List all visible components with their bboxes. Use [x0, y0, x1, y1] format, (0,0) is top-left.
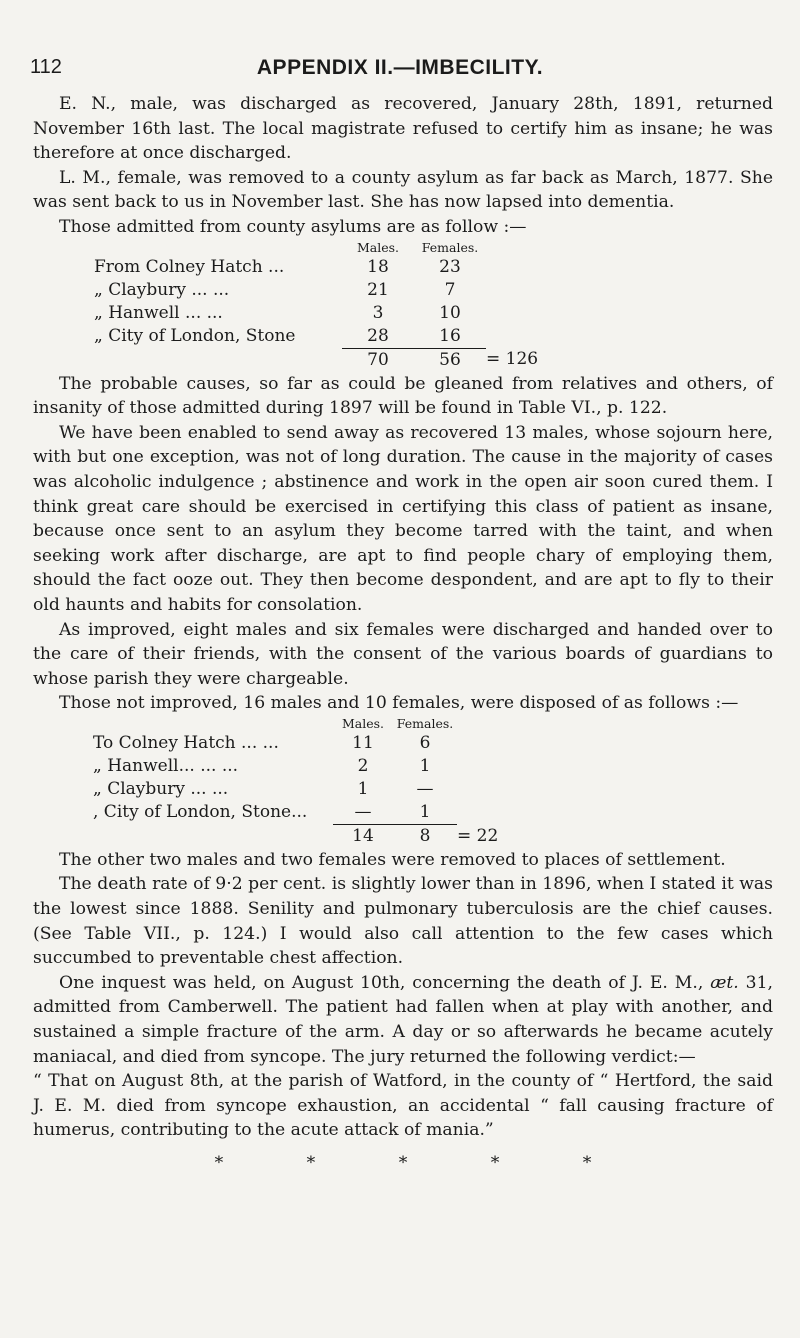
- total-males: 14: [333, 824, 393, 848]
- paragraph-inquest: [33, 971, 773, 1069]
- males-count: 3: [372, 302, 384, 323]
- column-header-females: Females.: [421, 239, 479, 255]
- females-count: 16: [439, 325, 461, 346]
- inquest-text-start: One inquest was held, on August 10th, concerning the death of J. E. M.,: [59, 972, 711, 993]
- asylum-name: To Colney Hatch ... ...: [93, 732, 279, 753]
- table-row: [93, 732, 498, 755]
- table-row: [93, 801, 498, 825]
- females-count: 10: [439, 302, 461, 323]
- column-header-females: Females.: [396, 715, 454, 731]
- paragraph-improved: As improved, eight males and six females were discharged and handed over to the care of their friends, with the consent of the various boards of guardians to whose parish they were chargeable.: [33, 619, 773, 689]
- males-count: 1: [357, 778, 369, 799]
- table-row: [94, 256, 538, 279]
- total-males: 70: [342, 348, 414, 372]
- column-header-males: Males.: [356, 239, 400, 255]
- table-row: [94, 302, 538, 325]
- paragraph-death-rate: The death rate of 9·2 per cent. is slightly lower than in 1896, when I stated it was the lowest since 1888. Senility and pulmonary tuberculosis are the chief causes. (See Table VII., p. 124.) I would also call attention to the few cases which succumbed to preventable chest affection.: [33, 874, 773, 969]
- table-row: [93, 778, 498, 801]
- males-count: 21: [367, 279, 389, 300]
- table-total-row: [93, 824, 498, 848]
- paragraph-lm-case: L. M., female, was removed to a county asylum as far back as March, 1877. She was sent back to us in November last. She has now lapsed into dementia.: [33, 167, 773, 213]
- paragraph-admitted-intro: Those admitted from county asylums are as follow :—: [59, 216, 527, 237]
- page-number: 112: [30, 56, 62, 78]
- page-body: [33, 92, 773, 1176]
- aetatis-abbreviation: æt.: [710, 972, 739, 993]
- females-count: 23: [439, 256, 461, 277]
- females-count: 1: [419, 755, 431, 776]
- not-improved-table: [93, 716, 498, 848]
- males-count: —: [354, 801, 372, 822]
- paragraph-probable-causes: The probable causes, so far as could be gleaned from relatives and others, of insanity of those admitted during 1897 will be found in Table VI., p. 122.: [33, 373, 773, 419]
- table-row: [93, 755, 498, 778]
- table-header-row: [93, 716, 498, 732]
- table-row: [94, 325, 538, 349]
- males-count: 2: [357, 755, 369, 776]
- females-count: 6: [419, 732, 431, 753]
- males-count: 28: [367, 325, 389, 346]
- running-title: APPENDIX II.—IMBECILITY.: [256, 56, 544, 79]
- asylum-name: , City of London, Stone...: [93, 802, 308, 823]
- asylum-name: „ Hanwell ... ...: [94, 302, 223, 323]
- page-header: [30, 56, 770, 86]
- males-count: 11: [352, 732, 374, 753]
- column-header-males: Males.: [341, 715, 385, 731]
- section-break-stars: * * * * *: [214, 1153, 592, 1173]
- table-row: [94, 279, 538, 302]
- admitted-table: [94, 240, 538, 372]
- total-females: 8: [393, 824, 457, 848]
- asylum-name: „ Claybury ... ...: [93, 778, 229, 799]
- paragraph-not-improved: Those not improved, 16 males and 10 females, were disposed of as follows :—: [59, 693, 739, 714]
- grand-total: = 126: [486, 349, 539, 370]
- asylum-name: „ City of London, Stone: [94, 325, 296, 346]
- asylum-name: „ Claybury ... ...: [94, 279, 230, 300]
- table-total-row: [94, 348, 538, 372]
- jury-verdict-quote: “ That on August 8th, at the parish of Watford, in the county of “ Hertford, the said J. E. M. died from syncope exhaustion, an accidental “ fall causing fracture of humerus, contributing to the acute attack of mania.”: [33, 1071, 773, 1141]
- paragraph-en-case: E. N., male, was discharged as recovered, January 28th, 1891, returned November 16th last. The local magistrate refused to certify him as insane; he was therefore at once discharged.: [33, 94, 773, 164]
- paragraph-recovered: We have been enabled to send away as recovered 13 males, whose sojourn here, with but one exception, was not of long duration. The cause in the majority of cases was alcoholic indulgence ; abstinence and work in the open air soon cured them. I think great care should be exercised in certifying this class of patient as insane, because once sent to an asylum they become tarred with the taint, and when seeking work after discharge, are apt to find people chary of employing them, should the fact ooze out. They then become despondent, and are apt to fly to their old haunts and habits for consolation.: [33, 422, 773, 615]
- paragraph-settlement: The other two males and two females were removed to places of settlement.: [59, 849, 726, 870]
- females-count: 7: [444, 279, 456, 300]
- asylum-name: „ Hanwell... ... ...: [93, 755, 239, 776]
- males-count: 18: [367, 256, 389, 277]
- asylum-name: From Colney Hatch ...: [94, 256, 285, 277]
- grand-total: = 22: [457, 825, 499, 846]
- inquest-text-end: 31, admitted from Camberwell. The patient had fallen when at play with another, and sustained a simple fracture of the arm. A day or so afterwards he became acutely maniacal, and died from syncope. The jury returned the following verdict:—: [33, 972, 773, 1067]
- total-females: 56: [414, 348, 486, 372]
- table-header-row: [94, 240, 538, 256]
- females-count: —: [416, 778, 434, 799]
- females-count: 1: [419, 801, 431, 822]
